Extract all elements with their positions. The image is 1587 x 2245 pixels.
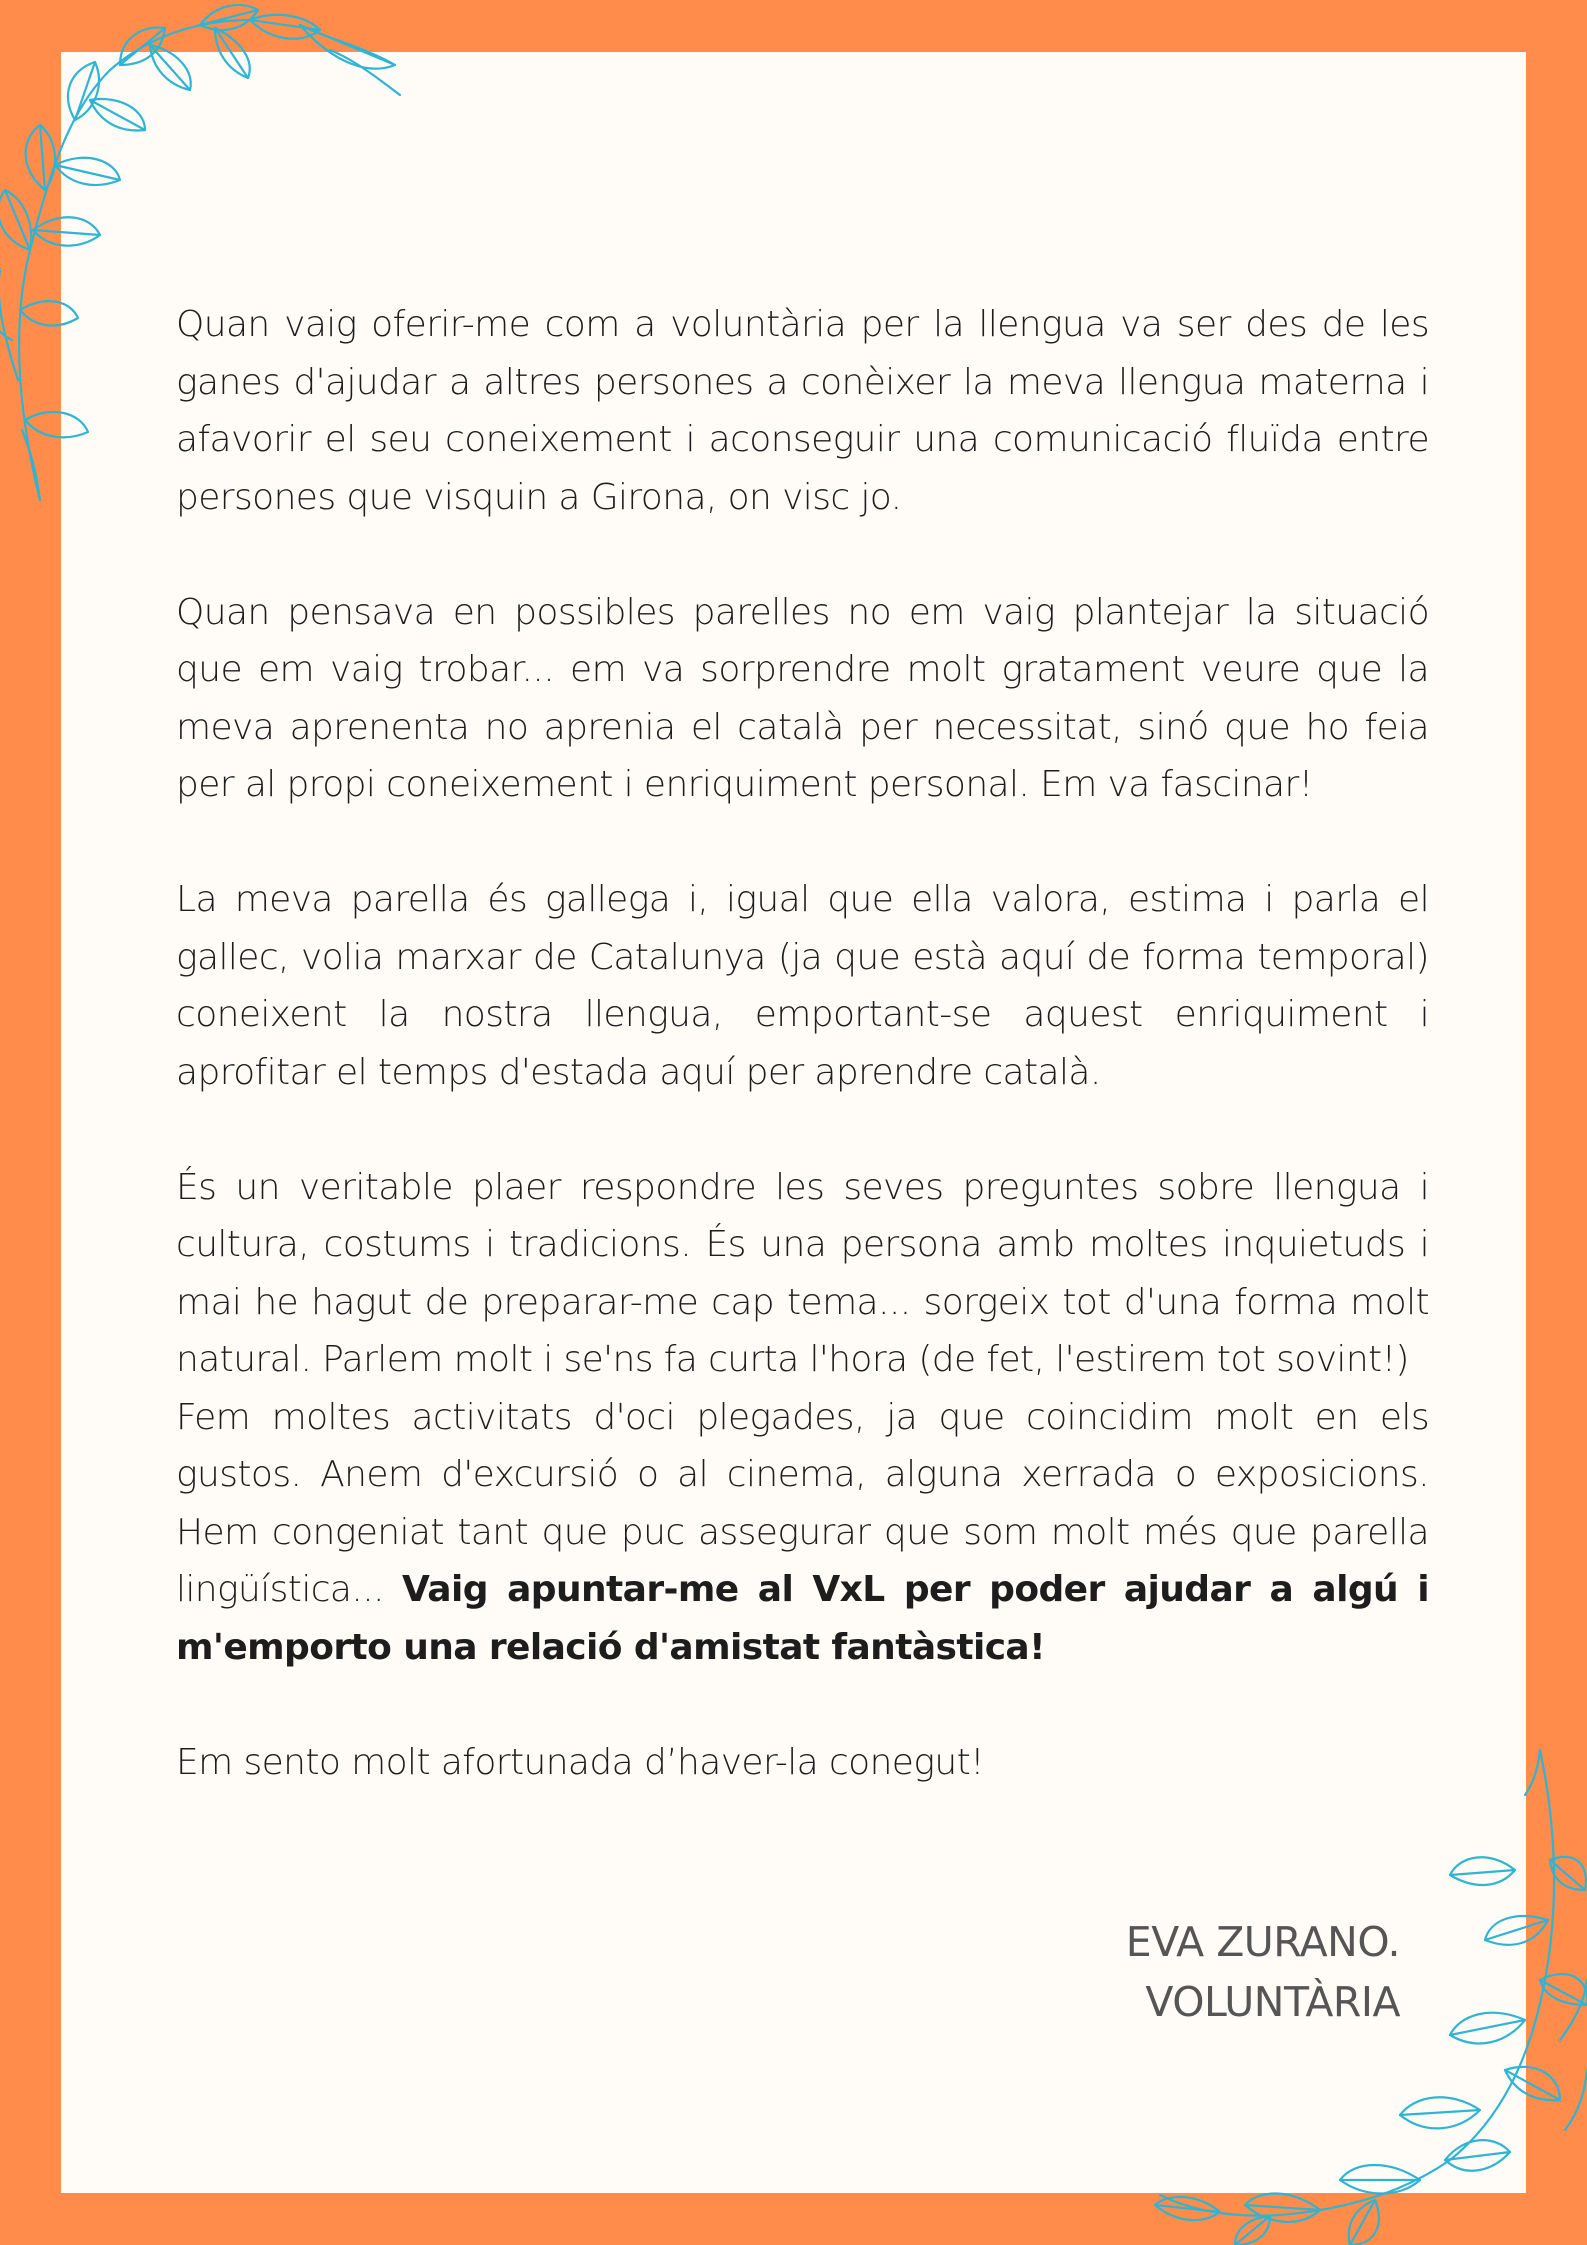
paragraph-1: Quan vaig oferir-me com a voluntària per la llengua va ser des de les ganes d'ajudar a altres persones a conèixer la meva llengua materna i afavorir el seu coneixement i aconseguir una comunicació fluïda entre persones que visquin a Girona, on visc jo. bbox=[176, 304, 1429, 518]
paragraph-4: És un veritable plaer respondre les seves preguntes sobre llengua i cultura, costums i tradicions. És una persona amb moltes inquietuds i mai he hagut de preparar-me cap tema... sorgeix tot d'una forma molt natural. Parlem molt i se'ns fa curta l'hora (de fet, l'estirem tot sovint!) bbox=[176, 1166, 1429, 1380]
paragraph-3: La meva parella és gallega i, igual que ella valora, estima i parla el gallec, volia marxar de Catalunya (ja que està aquí de forma temporal) coneixent la nostra llengua, emportant-se aquest enriquiment i aprofitar el temps d'estada aquí per aprendre català. bbox=[176, 879, 1429, 1093]
paragraph-2: Quan pensava en possibles parelles no em vaig plantejar la situació que em vaig trobar... em va sorprendre molt gratament veure que la meva aprenenta no aprenia el català per necessitat, sinó que ho feia per al propi coneixement i enriquiment personal. Em va fascinar! bbox=[176, 591, 1429, 805]
paragraph-5-highlight: Vaig apuntar-me al VxL per poder ajudar a algú i m'emporto una relació d'amistat fantàstica! bbox=[176, 1569, 1429, 1668]
letter-body bbox=[176, 296, 1429, 1849]
paragraph-5 bbox=[176, 1389, 1429, 1677]
paragraph-6: Em sento molt afortunada d’haver-la conegut! bbox=[176, 1741, 984, 1783]
signature: EVA ZURANO. VOLUNTÀRIA bbox=[1125, 1918, 1400, 2026]
paragraph-5-text: Fem moltes activitats d'oci plegades, ja que coincidim molt en els gustos. Anem d'excursió o al cinema, alguna xerrada o exposicions. Hem congeniat tant que puc assegurar que som molt més que parella lingüística... bbox=[176, 1396, 1429, 1610]
